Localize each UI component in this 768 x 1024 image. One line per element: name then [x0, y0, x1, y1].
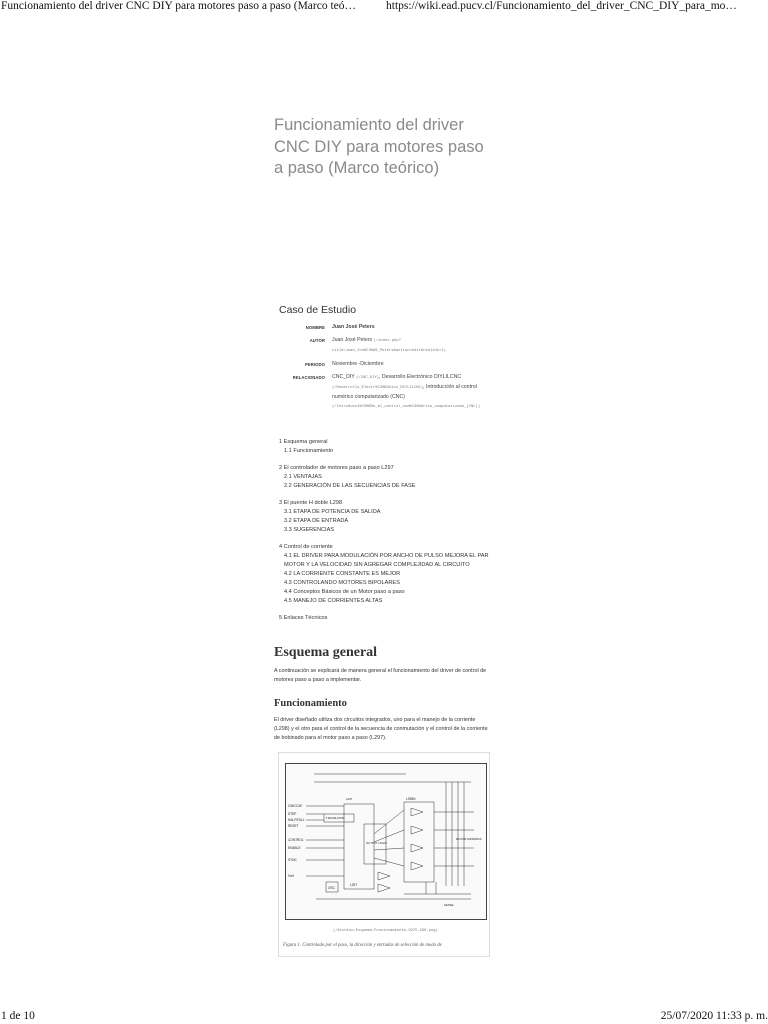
- schem-label-halffull: HALF/FULL: [288, 818, 305, 822]
- author-url[interactable]: (/index.php?title=Juan_Jos%C3%A9_Peters&action=edit&redlink=1): [332, 339, 446, 353]
- toc-subitem[interactable]: 4.4 Conceptos Básicos de un Motor paso a paso: [284, 589, 405, 595]
- toc-group: [279, 499, 494, 535]
- schem-label-sense: SENSE: [444, 903, 454, 907]
- schem-label-enable: ENABLE: [288, 846, 301, 850]
- toc-subitem[interactable]: 4.3 CONTROLANDO MOTORES BIPOLARES: [284, 580, 400, 586]
- section-heading-esquema: Esquema general: [274, 645, 378, 660]
- case-study-table: [276, 322, 496, 415]
- section-text-funcionamiento: El driver diseñado utiliza dos circuitos integrados, uno para el manejo de la corriente (L298) y el otro para el control de la secuencia de conmutación y el control de la corriente de bobinado para el motor paso a paso (L297).: [274, 717, 488, 741]
- schem-label-chip: L297: [346, 797, 353, 801]
- figure-box: [278, 752, 490, 957]
- toc-group: [279, 464, 494, 491]
- toc-item[interactable]: 2 El controlador de motores paso a paso L297: [279, 465, 394, 471]
- browser-header: [0, 0, 768, 14]
- schem-label-vref: Vref: [288, 874, 294, 878]
- toc-item[interactable]: 5 Enlaces Técnicos: [279, 615, 328, 621]
- browser-footer: [0, 1010, 768, 1024]
- info-key: NOMBRE: [305, 325, 325, 330]
- toc-subitem[interactable]: 3.1 ETAPA DE POTENCIA DE SALIDA: [284, 509, 381, 515]
- related-link-cnc[interactable]: CNC_DIY: [332, 374, 355, 380]
- schem-label-control: CONTROL: [288, 838, 304, 842]
- page-title-header: Funcionamiento del driver CNC DIY para motores paso a paso (Marco teó…: [1, 0, 357, 12]
- related-link-desarrollo[interactable]: , Desarrollo Electrónico DIYLILCNC: [378, 374, 462, 380]
- info-key: PERIODO: [304, 362, 325, 367]
- related-url-cnc[interactable]: (/CNC_DIY): [356, 376, 379, 380]
- toc-group: [279, 438, 494, 456]
- info-key: RELACIONADO: [292, 375, 325, 380]
- schem-label-translator: TRANSLATOR: [326, 816, 345, 820]
- page-url[interactable]: https://wiki.ead.pucv.cl/Funcionamiento_del_driver_CNC_DIY_para_mo…: [386, 0, 737, 12]
- info-value: Juan José Peters: [332, 324, 375, 330]
- schem-label-step: STEP: [288, 812, 297, 816]
- schem-label-reset: RESET: [288, 824, 299, 828]
- info-value: Noviembre -Diciembre: [332, 361, 384, 367]
- section-heading-funcionamiento: Funcionamiento: [274, 698, 347, 709]
- schem-label-osc: OSC: [328, 886, 335, 890]
- toc-subitem[interactable]: 4.1 EL DRIVER PARA MODULACIÓN POR ANCHO DE PULSO MEJORA EL PAR MOTOR Y LA VELOCIDAD SIN AGREGAR COMPLEJIDAD AL CIRCUITO: [284, 553, 489, 568]
- toc-subitem[interactable]: 2.1 VENTAJAS: [284, 474, 322, 480]
- info-row-autor: [276, 335, 496, 359]
- toc-subitem[interactable]: 3.3 SUGERENCIAS: [284, 527, 335, 533]
- case-study-heading: Caso de Estudio: [279, 304, 357, 316]
- related-url-desarrollo[interactable]: (/Desarrollo_Electr%C3%B3nico_DIYLILCNC): [332, 386, 424, 390]
- article-title: Funcionamiento del driver CNC DIY para motores paso a paso (Marco teórico): [274, 116, 484, 177]
- related-url-intro[interactable]: (/Introducci%C3%B3n_al_control_num%C3%A9rico_computarizado_(CNC)): [332, 405, 481, 409]
- toc-subitem[interactable]: 3.2 ETAPA DE ENTRADA: [284, 518, 349, 524]
- info-key: AUTOR: [309, 338, 325, 343]
- info-row-periodo: [276, 359, 496, 372]
- related-link-intro[interactable]: , Introducción al control numérico computarizado (CNC): [332, 384, 477, 400]
- toc-item[interactable]: 1 Esquema general: [279, 439, 328, 445]
- schem-label-motor: MOTOR WINDINGS: [456, 837, 482, 841]
- toc-item[interactable]: 4 Control de corriente: [279, 544, 333, 550]
- circuit-schematic-image[interactable]: [285, 763, 487, 920]
- toc-subitem[interactable]: 2.2 GENERACIÓN DE LAS SECUENCIAS DE FASE: [284, 483, 416, 489]
- print-datetime: 25/07/2020 11:33 p. m.: [660, 1010, 768, 1022]
- schem-label-l297: L297: [350, 883, 358, 887]
- toc-group: [279, 543, 494, 606]
- toc-subitem[interactable]: 4.2 LA CORRIENTE CONSTANTE ES MEJOR: [284, 571, 401, 577]
- toc-group: [279, 614, 494, 623]
- schem-label-outputlogic: OUTPUT LOGIC: [366, 841, 387, 845]
- figure-caption: Figura 1. Controlado por el paso, la dirección y entradas de selección de modo de: [283, 943, 442, 948]
- info-row-relacionado: [276, 372, 496, 415]
- schematic-drawing: [286, 764, 486, 919]
- author-link[interactable]: Juan José Peters: [332, 337, 373, 343]
- info-row-nombre: [276, 322, 496, 335]
- toc-item[interactable]: 3 El puente H doble L298: [279, 500, 343, 506]
- schem-label-cwccw: CW/CCW: [288, 804, 302, 808]
- figure-file-link[interactable]: (/Archivo:Esquema-Funcionamiento-2975.298.png): [333, 929, 438, 933]
- toc-subitem[interactable]: 4.5 MANEJO DE CORRIENTES ALTAS: [284, 598, 383, 604]
- schem-label-l298: L298N: [406, 797, 416, 801]
- table-of-contents: [279, 438, 494, 631]
- toc-subitem[interactable]: 1.1 Funcionamiento: [284, 448, 334, 454]
- schem-label-sync: SYNC: [288, 858, 297, 862]
- page-indicator: 1 de 10: [1, 1010, 35, 1022]
- section-text-esquema: A continuación se explicará de manera general el funcionamiento del driver de control de motores paso a paso a implementar.: [274, 668, 487, 683]
